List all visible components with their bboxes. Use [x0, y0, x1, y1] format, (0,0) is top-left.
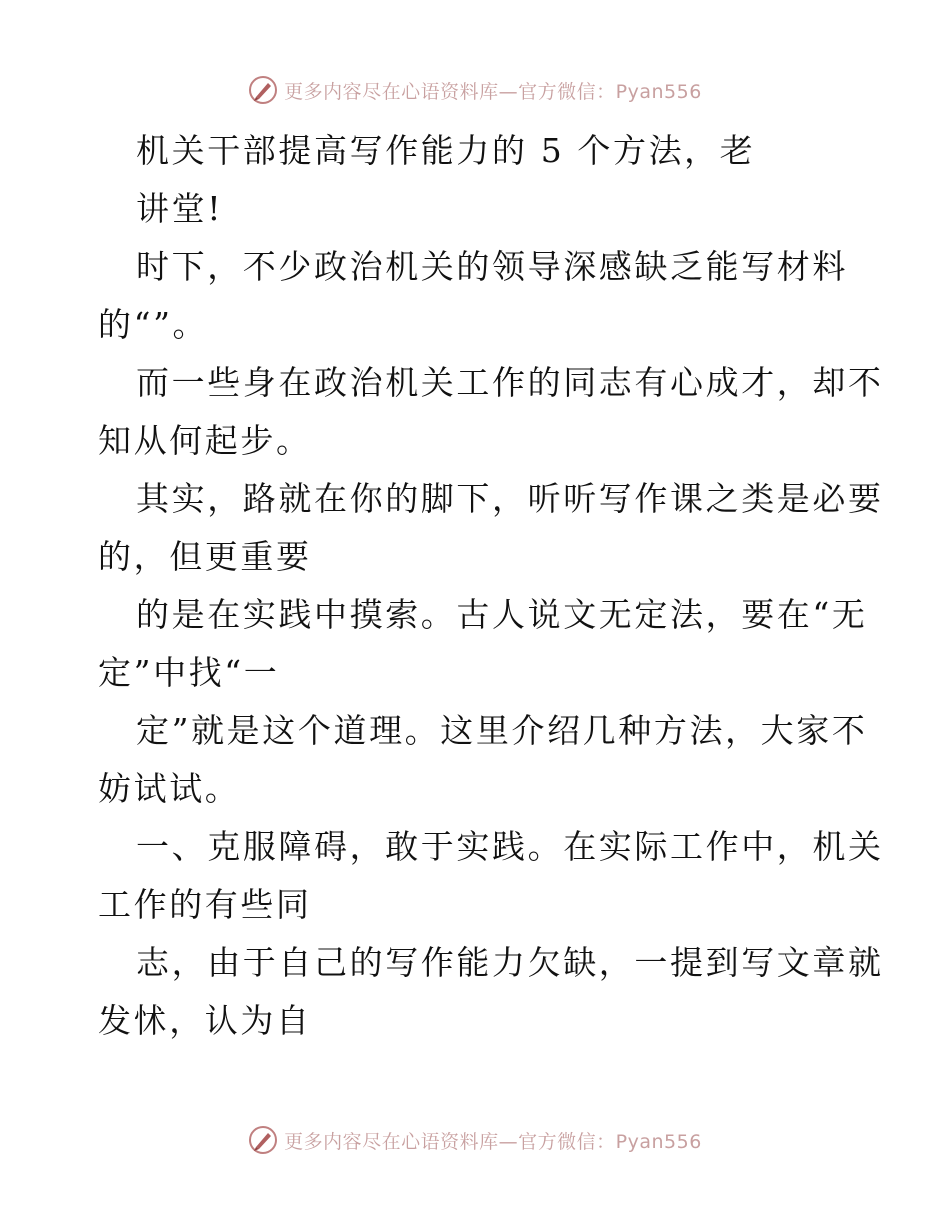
text-line: 定”中找“一	[98, 653, 280, 692]
text-line: 知从何起步。	[98, 421, 312, 460]
pen-logo-icon	[248, 75, 278, 105]
text-line: 定”就是这个道理。这里介绍几种方法，大家不	[136, 711, 868, 750]
text-line: 讲堂!	[136, 189, 224, 228]
text-line: 的是在实践中摸索。古人说文无定法，要在“无	[136, 595, 868, 634]
text-line: 机关干部提高写作能力的 5 个方法，老	[136, 131, 756, 170]
pen-logo-icon	[248, 1125, 278, 1155]
watermark-text: 更多内容尽在心语资料库—官方微信：Pyan556	[284, 1130, 702, 1153]
text-line: 而一些身在政治机关工作的同志有心成才，却不	[136, 363, 884, 402]
footer-watermark-banner	[0, 1120, 950, 1160]
watermark-text: 更多内容尽在心语资料库—官方微信：Pyan556	[284, 80, 702, 103]
text-line: 志，由于自己的写作能力欠缺，一提到写文章就	[136, 943, 884, 982]
text-line: 一、克服障碍，敢于实践。在实际工作中，机关	[136, 827, 884, 866]
text-line: 发怵，认为自	[98, 1001, 312, 1040]
text-line: 妨试试。	[98, 769, 241, 808]
text-line: 工作的有些同	[98, 885, 312, 924]
text-line: 的“”。	[98, 305, 209, 344]
document-body	[98, 122, 884, 1050]
text-line: 时下，不少政治机关的领导深感缺乏能写材料	[136, 247, 848, 286]
text-line: 的，但更重要	[98, 537, 312, 576]
header-watermark-banner	[0, 70, 950, 110]
text-line: 其实，路就在你的脚下，听听写作课之类是必要	[136, 479, 884, 518]
